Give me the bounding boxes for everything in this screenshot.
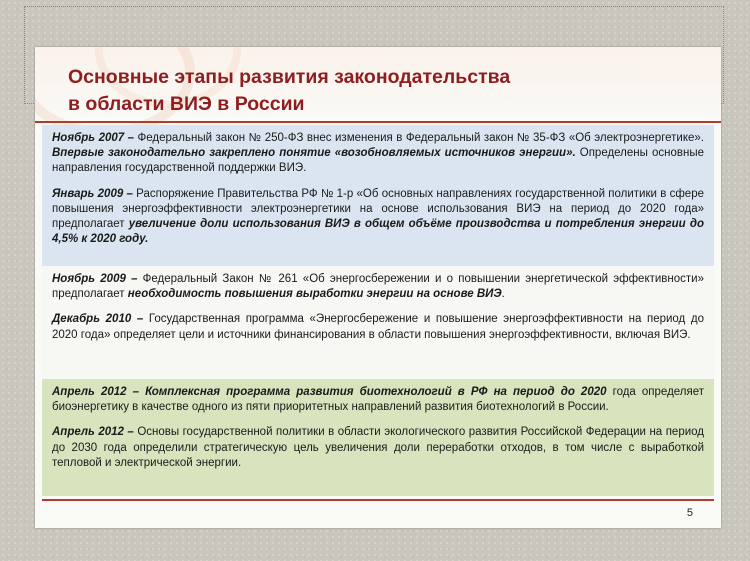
paragraph-lead: Апрель 2012 – Комплексная программа развития биотехнологий в РФ на период до 2020 [52,386,607,398]
title-divider [35,121,721,123]
paragraph-apr-2012-biotech [52,385,704,415]
paragraph-text: Основы государственной политики в области экологического развития Российской Федерации на период до 2030 года определили стратегическую цель увеличения доли переработки отходов, в том числе с выработкой тепловой и электрической энергии. [52,426,704,469]
paragraph-text: Определены основные направления государственной поддержки ВИЭ. [52,147,704,175]
paragraph-dec-2010 [52,312,704,342]
page-number: 5 [686,507,693,519]
paragraph-text: Федеральный закон № 250-ФЗ внес изменения в Федеральный закон № 35-ФЗ «Об электроэнергетике». [134,132,704,144]
slide-title-line: Основные этапы развития законодательства [68,66,511,88]
paragraph-lead: Апрель 2012 – [52,426,134,439]
paragraph-lead: Январь 2009 – [52,187,133,200]
paragraph-text: года определяет биоэнергетику в качестве одного из пяти приоритетных направлений развития биотехнологий в России. [52,386,705,414]
content-band-green [42,379,714,496]
footer-divider [42,499,714,501]
paragraph-lead: Декабрь 2010 – [52,313,144,326]
paragraph-apr-2012-ecology [52,425,704,471]
paragraph-emphasis: увеличение доли использования ВИЭ в общем объёме производства и потребления энергии до 4,5% к 2020 году. [52,218,704,246]
slide-title [68,64,628,118]
paragraph-emphasis: Впервые законодательно закреплено понятие «возобновляемых источников энергии». [52,147,576,160]
paragraph-nov-2007 [52,131,704,177]
paragraph-emphasis: необходимость повышения выработки энергии на основе ВИЭ [127,288,502,301]
paragraph-text: Федеральный Закон № 261 «Об энергосбережении и о повышении энергетической эффективности» предполагает [52,273,704,301]
paragraph-text: Распоряжение Правительства РФ № 1-р «Об основных направлениях государственной политики в сфере повышения энергоэффективности электроэнергетики на основе использования ВИЭ на период до 2020 года» предполагает [52,187,704,231]
paragraph-text: . [501,288,505,301]
paragraph-text: Государственная программа «Энергосбережение и повышение энергоэффективности на период до 2020 года» определяет цели и источники финансирования в области повышения энергоэффективности, включая ВИЭ. [52,313,704,341]
paragraph-lead: Ноябрь 2009 – [52,273,138,285]
paragraph-jan-2009 [52,187,704,248]
paragraph-nov-2009 [52,272,704,302]
presentation-slide [35,47,721,528]
content-band-white [42,266,714,379]
paragraph-lead: Ноябрь 2007 – [52,132,135,144]
content-band-blue [42,125,714,266]
slide-title-line: в области ВИЭ в России [68,93,305,115]
